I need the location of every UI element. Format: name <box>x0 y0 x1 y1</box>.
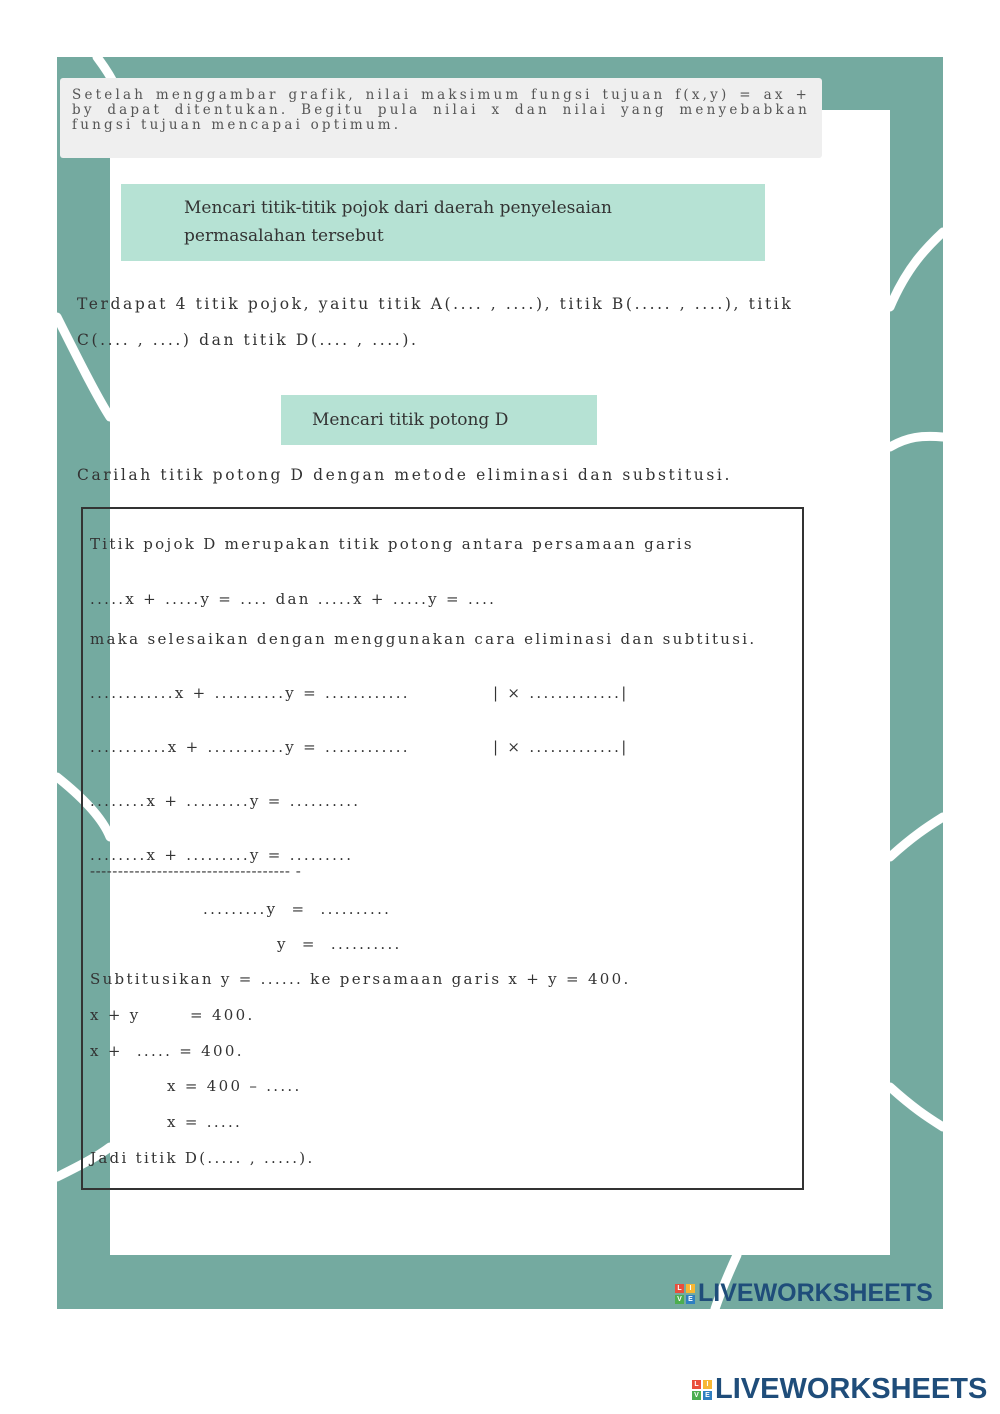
elimination-equation-2: ...........x + ...........y = ............ <box>90 738 410 756</box>
liveworksheets-logo-text: LIVEWORKSHEETS <box>715 1373 988 1405</box>
substitution-step-2: x + ..... = 400. <box>90 1042 244 1060</box>
liveworksheets-logo-footer <box>692 1373 987 1406</box>
corner-points-statement <box>77 286 797 358</box>
liveworksheets-mark-icon: L I V E <box>675 1284 695 1304</box>
conclusion-line: Jadi titik D(..... , .....). <box>90 1149 315 1167</box>
liveworksheets-logo-text: LIVEWORKSHEETS <box>698 1279 933 1307</box>
work-line-method: maka selesaikan dengan menggunakan cara eliminasi dan subtitusi. <box>90 630 757 648</box>
liveworksheets-logo-frame <box>675 1279 933 1308</box>
section-heading-line-1: Mencari titik-titik pojok dari daerah penyelesaian <box>184 198 613 218</box>
corner-points-line-2: C(.... , ....) dan titik D(.... , ....). <box>77 331 419 349</box>
multiplier-1: | × .............| <box>493 684 629 702</box>
work-line-equations: .....x + .....y = .... dan .....x + .....y = .... <box>90 590 497 608</box>
section-heading-intersection-d: Mencari titik potong D <box>281 395 597 445</box>
work-box <box>81 507 804 1190</box>
elimination-equation-3: ........x + .........y = .......... <box>90 792 361 810</box>
corner-points-line-1: Terdapat 4 titik pojok, yaitu titik A(.... , ....), titik B(..... , ....), titik <box>77 295 794 313</box>
substitution-step-4: x = ..... <box>167 1113 243 1131</box>
instruction-text: Carilah titik potong D dengan metode eliminasi dan substitusi. <box>77 466 732 484</box>
work-line-intro: Titik pojok D merupakan titik potong antara persamaan garis <box>90 535 694 553</box>
intro-paragraph: Setelah menggambar grafik, nilai maksimum fungsi tujuan f(x,y) = ax + by dapat ditentukan. Begitu pula nilai x dan nilai yang menyebabkan fungsi tujuan mencapai optimum. <box>60 78 822 158</box>
liveworksheets-mark-icon: L I V E <box>692 1380 712 1400</box>
multiplier-2: | × .............| <box>493 738 629 756</box>
result-line-1: .........y = .......... <box>203 900 392 918</box>
section-heading-line-2: permasalahan tersebut <box>184 226 384 246</box>
elimination-equation-1: ............x + ..........y = ............ <box>90 684 410 702</box>
substitution-step-3: x = 400 – ..... <box>167 1077 302 1095</box>
substitution-step-1: x + y = 400. <box>90 1006 255 1024</box>
subtraction-divider: ------------------------------------ - <box>90 862 302 880</box>
elimination-equation-4: ........x + .........y = ......... <box>90 846 354 864</box>
section-heading-corner-points <box>121 184 765 261</box>
substitution-statement: Subtitusikan y = ...... ke persamaan garis x + y = 400. <box>90 970 631 988</box>
result-line-2: y = .......... <box>277 935 402 953</box>
